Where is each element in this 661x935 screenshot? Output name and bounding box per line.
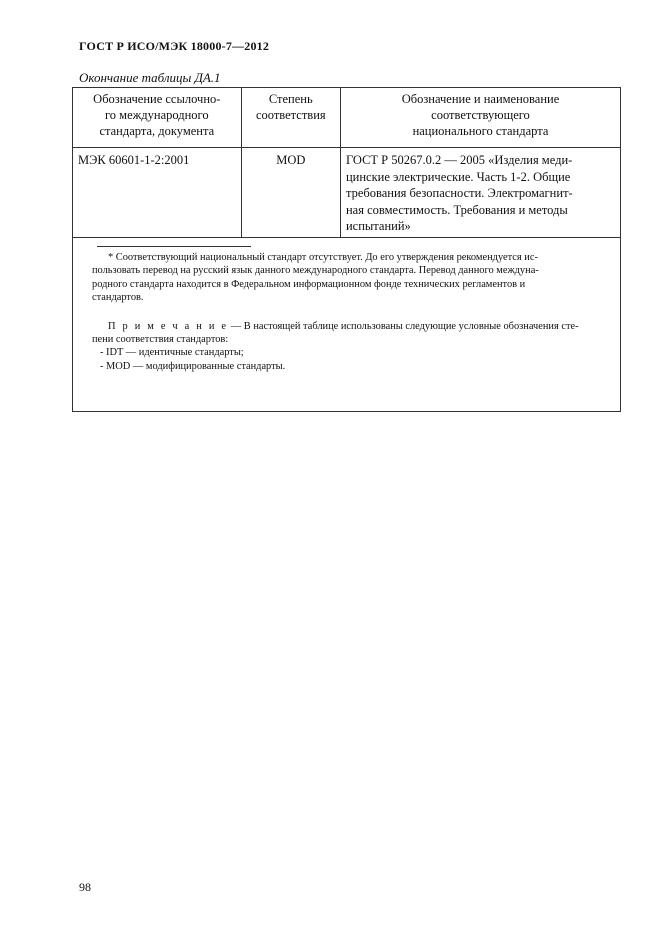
- footnote-divider: [97, 246, 251, 247]
- table-caption: Окончание таблицы ДА.1: [79, 70, 221, 85]
- table-row: [73, 148, 621, 238]
- column-header-label: Степень соответствия: [255, 92, 326, 122]
- footnote-text: * Соответствующий национальный стандарт отсутствует. До его утверждения рекомендуется ис- пользовать перевод на русский язык данного международного стандарта. Перевод данного междуна- родного стандарта находится в Федеральном информационном фонде технических регламентов и стандартов.: [92, 252, 539, 304]
- column-header-reference: [73, 88, 242, 148]
- cell-national: ГОСТ Р 50267.0.2 — 2005 «Изделия меди- цинские электрические. Часть 1-2. Общие требования безопасности. Электромагнит- ная совместимость. Требования и методы испытаний»: [340, 148, 620, 238]
- note-item-mod: - MOD — модифицированные стандарты.: [100, 360, 286, 372]
- note-text: — В настоящей таблице использованы следующие условные обозначения сте- пени соответствия стандартов:: [92, 320, 579, 346]
- page-number: 98: [79, 880, 91, 894]
- cell-reference: МЭК 60601-1-2:2001: [73, 148, 242, 238]
- notes-cell: [73, 238, 621, 412]
- note-item-idt: - IDT — идентичные стандарты;: [100, 347, 244, 359]
- notes-row: [73, 238, 621, 412]
- document-header: ГОСТ Р ИСО/МЭК 18000-7—2012: [79, 39, 270, 53]
- column-header-label: Обозначение ссылочно- го международного стандарта, документа: [93, 92, 221, 138]
- column-header-degree: [241, 88, 340, 148]
- column-header-national: [340, 88, 620, 148]
- standards-table: [72, 87, 621, 412]
- cell-degree: MOD: [241, 148, 340, 238]
- column-header-label: Обозначение и наименование соответствующего национального стандарта: [401, 92, 560, 138]
- note-label: П р и м е ч а н и е: [108, 320, 229, 332]
- table-header-row: [73, 88, 621, 148]
- note-paragraph: [92, 320, 602, 347]
